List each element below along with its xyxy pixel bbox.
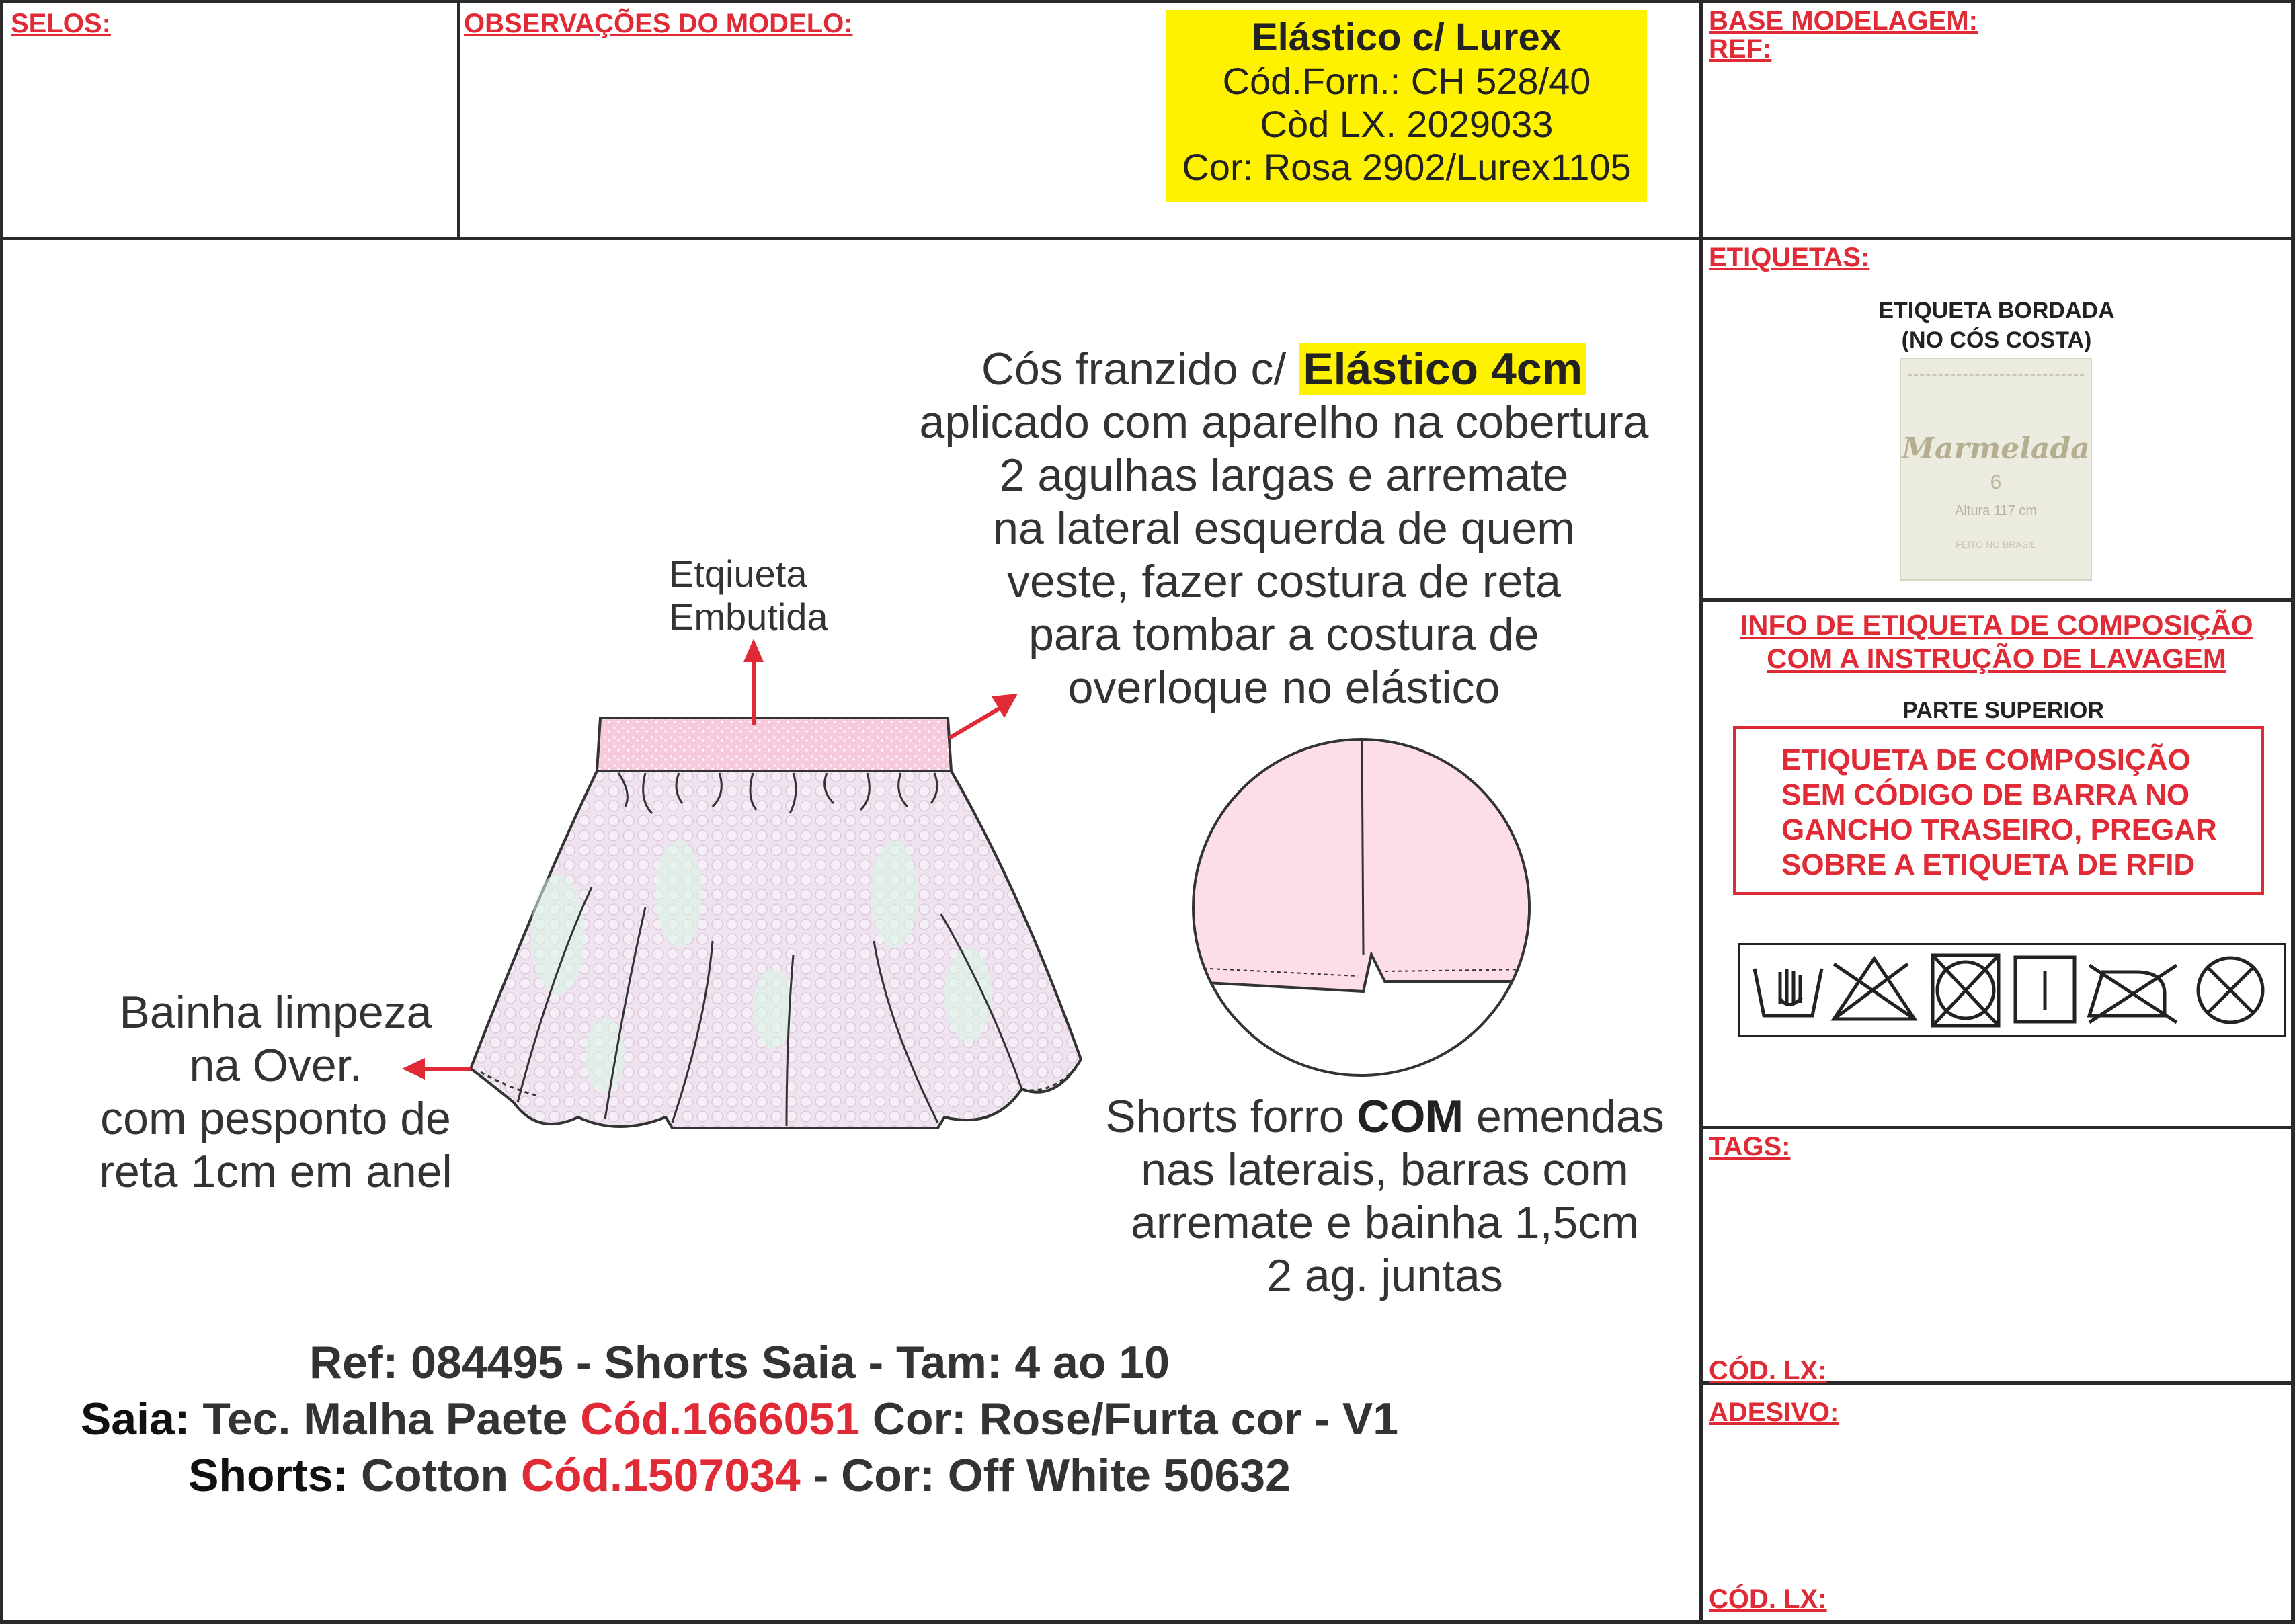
bainha-line-3: com pesponto de <box>100 1093 451 1144</box>
cod-lx-adesivo: CÓD. LX: <box>1709 1584 1827 1614</box>
label-caption <box>1761 296 2232 355</box>
border-right <box>2291 0 2295 1624</box>
shorts-line-1: nas laterais, barras com <box>1141 1144 1629 1195</box>
label-made-in: FEITO NO BRASIL <box>1956 539 2036 550</box>
spec-saia-rest: Cor: Rose/Furta cor - V1 <box>860 1393 1399 1445</box>
label-caption-line2: (NO CÓS COSTA) <box>1901 327 2092 353</box>
cos-line-5: para tombar a costura de <box>1029 609 1539 660</box>
cos-line-6: overloque no elástico <box>1068 662 1500 713</box>
no-iron-icon <box>2089 965 2177 1022</box>
label-brand: Marmelada <box>1902 432 2090 466</box>
elastic-lx-code: Còd LX. 2029033 <box>1260 103 1554 145</box>
sidebar-line-tags <box>1699 1126 2295 1129</box>
etiquetas-header: ETIQUETAS: <box>1709 243 1870 272</box>
bainha-line-1: Bainha limpeza <box>119 987 432 1038</box>
shorts-suffix: emendas <box>1463 1091 1664 1142</box>
selos-header: SELOS: <box>11 9 111 38</box>
cod-lx-tags: CÓD. LX: <box>1709 1356 1827 1385</box>
care-symbols-svg <box>1740 945 2288 1039</box>
composition-text-line1: ETIQUETA DE COMPOSIÇÃO <box>1781 743 2191 776</box>
spec-shorts-label: Shorts: <box>188 1450 349 1501</box>
spec-saia-text: Tec. Malha Paete <box>190 1393 581 1445</box>
adesivo-header: ADESIVO: <box>1709 1397 1839 1427</box>
shorts-line-3: 2 ag. juntas <box>1266 1250 1503 1301</box>
info-composicao-line2: COM A INSTRUÇÃO DE LAVAGEM <box>1767 643 2226 674</box>
hand-wash-icon <box>1755 969 1822 1016</box>
spec-saia-label: Saia: <box>80 1393 190 1445</box>
shorts-detail-circle <box>1183 736 1546 1075</box>
spec-saia-code: Cód.1666051 <box>580 1393 860 1445</box>
elastic-color: Cor: Rosa 2902/Lurex1105 <box>1182 146 1632 188</box>
info-composicao-line1: INFO DE ETIQUETA DE COMPOSIÇÃO <box>1740 609 2253 641</box>
no-tumble-dry-icon <box>1933 955 1999 1026</box>
etiqueta-line1: Etqiueta <box>669 553 807 595</box>
sidebar-line-info <box>1699 598 2295 602</box>
shorts-bold: COM <box>1357 1091 1464 1142</box>
composition-text-line4: SOBRE A ETIQUETA DE RFID <box>1781 848 2196 881</box>
line-dry-icon <box>2015 957 2075 1022</box>
spec-ref-line: Ref: 084495 - Shorts Saia - Tam: 4 ao 10 <box>309 1337 1170 1388</box>
label-size: 6 <box>1990 471 2002 493</box>
arrow-bainha <box>402 1058 471 1080</box>
cos-line-1: aplicado com aparelho na cobertura <box>919 397 1649 448</box>
no-dry-clean-icon <box>2198 958 2263 1022</box>
base-modelagem-label: BASE MODELAGEM: <box>1709 6 1978 36</box>
spec-shorts-line <box>0 1447 1600 1504</box>
bainha-line-4: reta 1cm em anel <box>99 1146 452 1197</box>
arrow-cos <box>949 694 1018 738</box>
parte-superior: PARTE SUPERIOR <box>1902 698 2104 723</box>
etiqueta-line2: Embutida <box>669 596 828 638</box>
spec-shorts-text: Cotton <box>348 1450 521 1501</box>
spec-saia-line <box>0 1391 1600 1447</box>
shorts-line-2: arremate e bainha 1,5cm <box>1131 1197 1639 1248</box>
cos-line-3: na lateral esquerda de quem <box>993 503 1575 554</box>
skirt-waistband <box>597 718 951 771</box>
sidebar-divider <box>1699 0 1703 1624</box>
label-caption-line1: ETIQUETA BORDADA <box>1878 298 2115 323</box>
skirt-drawing <box>471 718 1081 1128</box>
base-modelagem-header <box>1709 7 1978 63</box>
embroidered-label <box>1900 358 2092 581</box>
bainha-line-2: na Over. <box>189 1040 362 1091</box>
label-height: Altura 117 cm <box>1955 503 2037 518</box>
cos-line-4: veste, fazer costura de reta <box>1007 556 1561 607</box>
spec-shorts-code: Cód.1507034 <box>520 1450 801 1501</box>
no-bleach-icon <box>1834 959 1915 1019</box>
label-stitch-top <box>1908 374 2084 376</box>
care-symbols-box <box>1738 943 2286 1037</box>
composition-text-line3: GANCHO TRASEIRO, PREGAR <box>1781 813 2217 846</box>
info-composicao-header <box>1707 608 2286 676</box>
composition-text <box>1781 743 2265 883</box>
spec-block <box>67 1334 1600 1504</box>
observacoes-header: OBSERVAÇÕES DO MODELO: <box>464 9 853 38</box>
cos-prefix: Cós franzido c/ <box>981 343 1299 395</box>
arrow-etiqueta <box>743 639 764 725</box>
shorts-prefix: Shorts forro <box>1105 1091 1357 1142</box>
spec-shorts-rest: - Cor: Off White 50632 <box>800 1450 1291 1501</box>
elastic-forn-code: Cód.Forn.: CH 528/40 <box>1222 60 1591 102</box>
ref-label: REF: <box>1709 34 1772 64</box>
composition-text-line2: SEM CÓDIGO DE BARRA NO <box>1781 778 2190 811</box>
tags-header: TAGS: <box>1709 1132 1791 1162</box>
cos-highlight: Elástico 4cm <box>1299 343 1586 395</box>
cos-line-2: 2 agulhas largas e arremate <box>999 450 1569 501</box>
elastic-title: Elástico c/ Lurex <box>1252 15 1562 59</box>
